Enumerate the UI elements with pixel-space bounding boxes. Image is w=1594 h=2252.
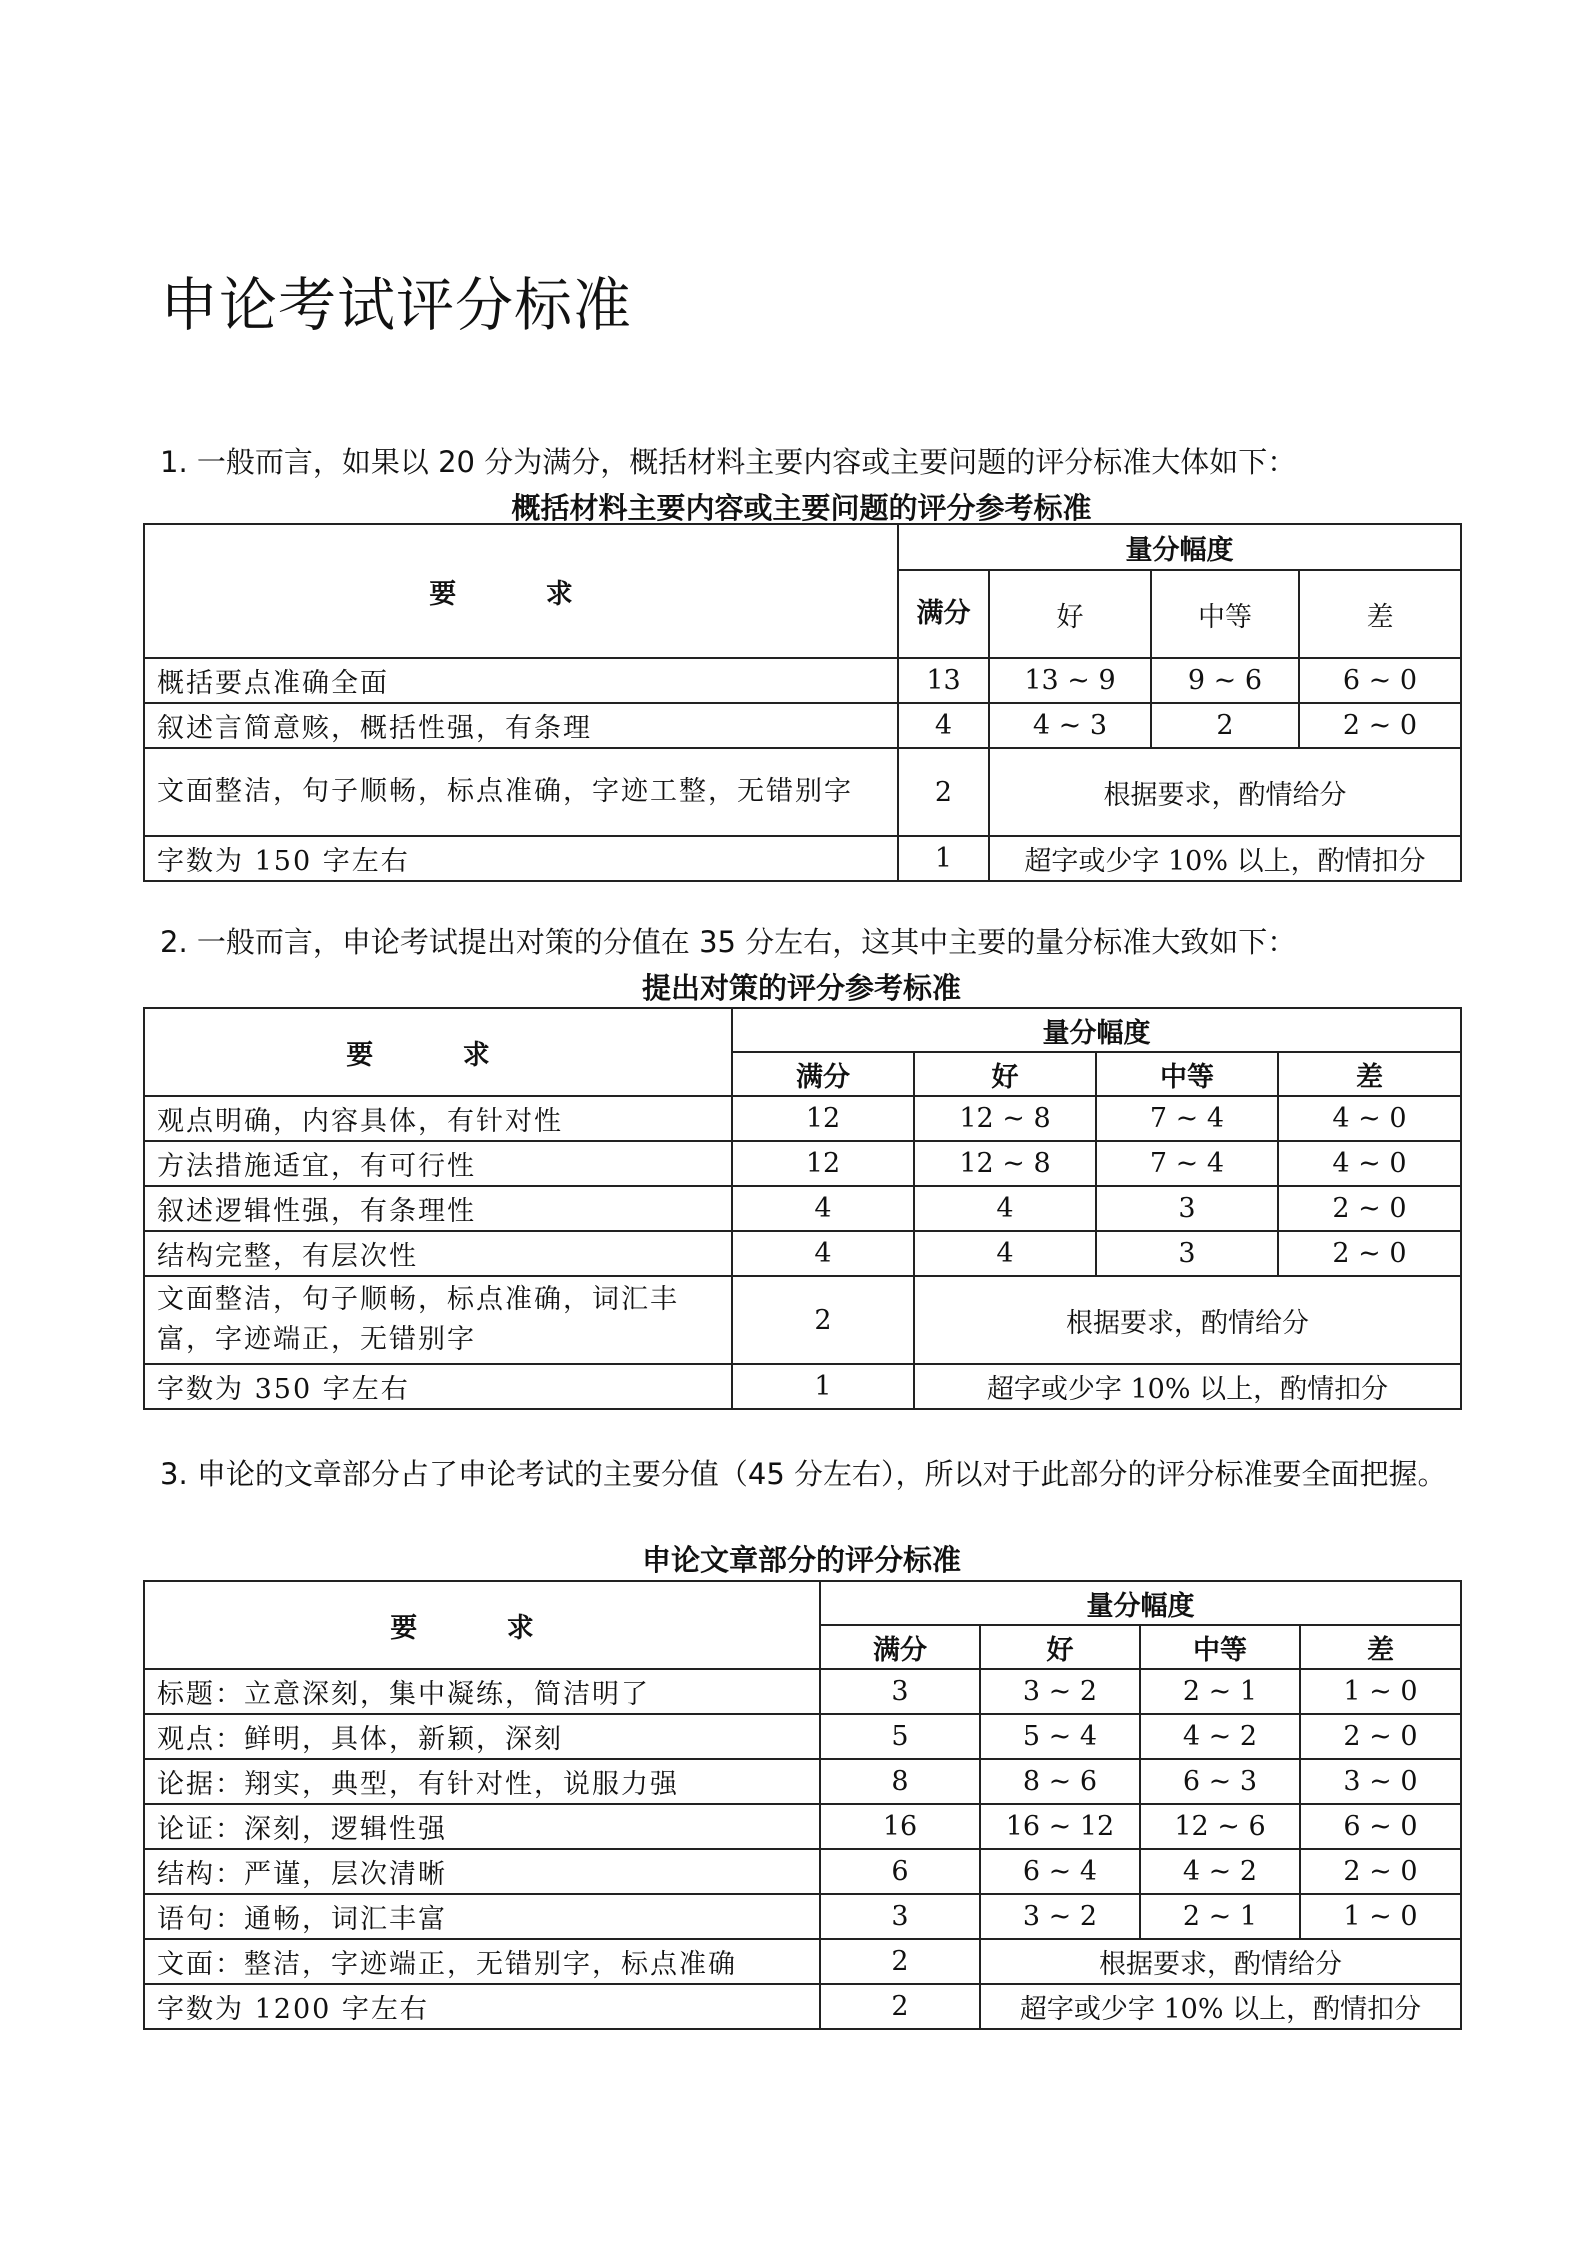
cell-full: 13 bbox=[898, 658, 989, 703]
section1-intro: 1. 一般而言，如果以 20 分为满分，概括材料主要内容或主要问题的评分标准大体如下： bbox=[160, 445, 1297, 479]
cell-good: 12 ~ 8 bbox=[914, 1096, 1096, 1141]
cell-full: 2 bbox=[898, 748, 989, 836]
cell-poor: 2 ~ 0 bbox=[1300, 1714, 1461, 1759]
cell-requirement: 字数为 150 字左右 bbox=[144, 836, 898, 881]
cell-full: 12 bbox=[732, 1141, 914, 1186]
table-row bbox=[144, 703, 1461, 748]
cell-medium: 12 ~ 6 bbox=[1140, 1804, 1300, 1849]
table-row bbox=[144, 1364, 1461, 1409]
table-row bbox=[144, 1276, 1461, 1364]
cell-requirement: 叙述言简意赅，概括性强，有条理 bbox=[144, 703, 898, 748]
cell-medium: 2 ~ 1 bbox=[1140, 1669, 1300, 1714]
header-poor: 差 bbox=[1278, 1052, 1461, 1096]
cell-requirement: 结构：严谨，层次清晰 bbox=[144, 1849, 820, 1894]
cell-requirement: 论据：翔实，典型，有针对性，说服力强 bbox=[144, 1759, 820, 1804]
table-row bbox=[144, 1984, 1461, 2029]
cell-poor: 2 ~ 0 bbox=[1299, 703, 1461, 748]
header-range: 量分幅度 bbox=[898, 524, 1461, 570]
cell-medium: 2 bbox=[1151, 703, 1299, 748]
cell-good: 8 ~ 6 bbox=[980, 1759, 1140, 1804]
cell-medium: 9 ~ 6 bbox=[1151, 658, 1299, 703]
cell-good: 13 ~ 9 bbox=[989, 658, 1151, 703]
header-poor: 差 bbox=[1300, 1625, 1461, 1669]
cell-requirement: 结构完整，有层次性 bbox=[144, 1231, 732, 1276]
section1-caption: 概括材料主要内容或主要问题的评分参考标准 bbox=[511, 491, 1092, 525]
header-medium: 中等 bbox=[1096, 1052, 1278, 1096]
table-row bbox=[144, 1894, 1461, 1939]
cell-full: 1 bbox=[898, 836, 989, 881]
header-requirement: 要 求 bbox=[144, 1008, 732, 1096]
cell-full: 2 bbox=[732, 1276, 914, 1364]
cell-poor: 1 ~ 0 bbox=[1300, 1894, 1461, 1939]
cell-medium: 3 bbox=[1096, 1186, 1278, 1231]
cell-full: 2 bbox=[820, 1984, 980, 2029]
cell-good: 4 ~ 3 bbox=[989, 703, 1151, 748]
cell-good: 3 ~ 2 bbox=[980, 1894, 1140, 1939]
cell-merged: 根据要求，酌情给分 bbox=[980, 1939, 1461, 1984]
section3-caption: 申论文章部分的评分标准 bbox=[641, 1543, 961, 1577]
cell-full: 16 bbox=[820, 1804, 980, 1849]
cell-good: 16 ~ 12 bbox=[980, 1804, 1140, 1849]
table-row bbox=[144, 1231, 1461, 1276]
cell-merged: 超字或少字 10% 以上，酌情扣分 bbox=[914, 1364, 1461, 1409]
page-title: 申论考试评分标准 bbox=[160, 271, 633, 339]
section3-intro: 3. 申论的文章部分占了申论考试的主要分值（45 分左右），所以对于此部分的评分标准要全面把握。 bbox=[160, 1457, 1447, 1491]
header-requirement: 要 求 bbox=[144, 1581, 820, 1669]
cell-full: 1 bbox=[732, 1364, 914, 1409]
cell-merged: 根据要求，酌情给分 bbox=[914, 1276, 1461, 1364]
cell-poor: 1 ~ 0 bbox=[1300, 1669, 1461, 1714]
cell-poor: 2 ~ 0 bbox=[1278, 1231, 1461, 1276]
table-row bbox=[144, 1849, 1461, 1894]
cell-full: 4 bbox=[732, 1186, 914, 1231]
cell-requirement: 观点：鲜明，具体，新颖，深刻 bbox=[144, 1714, 820, 1759]
section3-table bbox=[143, 1580, 1462, 2030]
cell-merged: 超字或少字 10% 以上，酌情扣分 bbox=[989, 836, 1461, 881]
cell-merged: 根据要求，酌情给分 bbox=[989, 748, 1461, 836]
header-poor: 差 bbox=[1299, 570, 1461, 658]
cell-requirement: 叙述逻辑性强，有条理性 bbox=[144, 1186, 732, 1231]
cell-poor: 4 ~ 0 bbox=[1278, 1096, 1461, 1141]
table-row bbox=[144, 1141, 1461, 1186]
cell-full: 6 bbox=[820, 1849, 980, 1894]
cell-full: 3 bbox=[820, 1894, 980, 1939]
table-row bbox=[144, 1939, 1461, 1984]
cell-medium: 4 ~ 2 bbox=[1140, 1849, 1300, 1894]
cell-medium: 6 ~ 3 bbox=[1140, 1759, 1300, 1804]
cell-good: 4 bbox=[914, 1231, 1096, 1276]
table-row bbox=[144, 1714, 1461, 1759]
table-row bbox=[144, 1804, 1461, 1849]
cell-requirement: 观点明确，内容具体，有针对性 bbox=[144, 1096, 732, 1141]
cell-full: 3 bbox=[820, 1669, 980, 1714]
cell-requirement: 方法措施适宜，有可行性 bbox=[144, 1141, 732, 1186]
header-full: 满分 bbox=[732, 1052, 914, 1096]
cell-full: 4 bbox=[898, 703, 989, 748]
cell-requirement: 论证：深刻，逻辑性强 bbox=[144, 1804, 820, 1849]
section2-caption: 提出对策的评分参考标准 bbox=[641, 971, 961, 1005]
table-row bbox=[144, 1186, 1461, 1231]
table-row bbox=[144, 1669, 1461, 1714]
cell-full: 8 bbox=[820, 1759, 980, 1804]
header-range: 量分幅度 bbox=[820, 1581, 1461, 1625]
cell-good: 6 ~ 4 bbox=[980, 1849, 1140, 1894]
cell-requirement: 标题：立意深刻，集中凝练，简洁明了 bbox=[144, 1669, 820, 1714]
table-row bbox=[144, 836, 1461, 881]
cell-medium: 7 ~ 4 bbox=[1096, 1141, 1278, 1186]
cell-merged: 超字或少字 10% 以上，酌情扣分 bbox=[980, 1984, 1461, 2029]
section1-table bbox=[143, 523, 1462, 882]
header-requirement: 要 求 bbox=[144, 524, 898, 658]
cell-poor: 4 ~ 0 bbox=[1278, 1141, 1461, 1186]
section2-table bbox=[143, 1007, 1462, 1410]
header-medium: 中等 bbox=[1140, 1625, 1300, 1669]
cell-poor: 3 ~ 0 bbox=[1300, 1759, 1461, 1804]
cell-full: 5 bbox=[820, 1714, 980, 1759]
cell-requirement: 文面：整洁，字迹端正，无错别字，标点准确 bbox=[144, 1939, 820, 1984]
table-row bbox=[144, 1096, 1461, 1141]
cell-medium: 2 ~ 1 bbox=[1140, 1894, 1300, 1939]
cell-good: 3 ~ 2 bbox=[980, 1669, 1140, 1714]
header-medium: 中等 bbox=[1151, 570, 1299, 658]
table-row bbox=[144, 658, 1461, 703]
header-range: 量分幅度 bbox=[732, 1008, 1461, 1052]
cell-medium: 7 ~ 4 bbox=[1096, 1096, 1278, 1141]
cell-medium: 3 bbox=[1096, 1231, 1278, 1276]
header-full: 满分 bbox=[820, 1625, 980, 1669]
cell-requirement: 文面整洁，句子顺畅，标点准确，字迹工整，无错别字 bbox=[144, 748, 898, 836]
cell-requirement: 语句：通畅，词汇丰富 bbox=[144, 1894, 820, 1939]
cell-good: 12 ~ 8 bbox=[914, 1141, 1096, 1186]
cell-full: 4 bbox=[732, 1231, 914, 1276]
cell-full: 12 bbox=[732, 1096, 914, 1141]
cell-full: 2 bbox=[820, 1939, 980, 1984]
header-good: 好 bbox=[989, 570, 1151, 658]
cell-good: 5 ~ 4 bbox=[980, 1714, 1140, 1759]
cell-poor: 2 ~ 0 bbox=[1278, 1186, 1461, 1231]
cell-requirement: 字数为 350 字左右 bbox=[144, 1364, 732, 1409]
cell-requirement: 概括要点准确全面 bbox=[144, 658, 898, 703]
cell-good: 4 bbox=[914, 1186, 1096, 1231]
header-good: 好 bbox=[980, 1625, 1140, 1669]
cell-requirement: 文面整洁，句子顺畅，标点准确，词汇丰富，字迹端正，无错别字 bbox=[144, 1276, 732, 1364]
cell-poor: 2 ~ 0 bbox=[1300, 1849, 1461, 1894]
cell-poor: 6 ~ 0 bbox=[1300, 1804, 1461, 1849]
table-row bbox=[144, 1759, 1461, 1804]
section2-intro: 2. 一般而言，申论考试提出对策的分值在 35 分左右，这其中主要的量分标准大致如下： bbox=[160, 925, 1297, 959]
header-good: 好 bbox=[914, 1052, 1096, 1096]
cell-poor: 6 ~ 0 bbox=[1299, 658, 1461, 703]
table-row bbox=[144, 748, 1461, 836]
cell-medium: 4 ~ 2 bbox=[1140, 1714, 1300, 1759]
header-full: 满分 bbox=[898, 570, 989, 658]
cell-requirement: 字数为 1200 字左右 bbox=[144, 1984, 820, 2029]
